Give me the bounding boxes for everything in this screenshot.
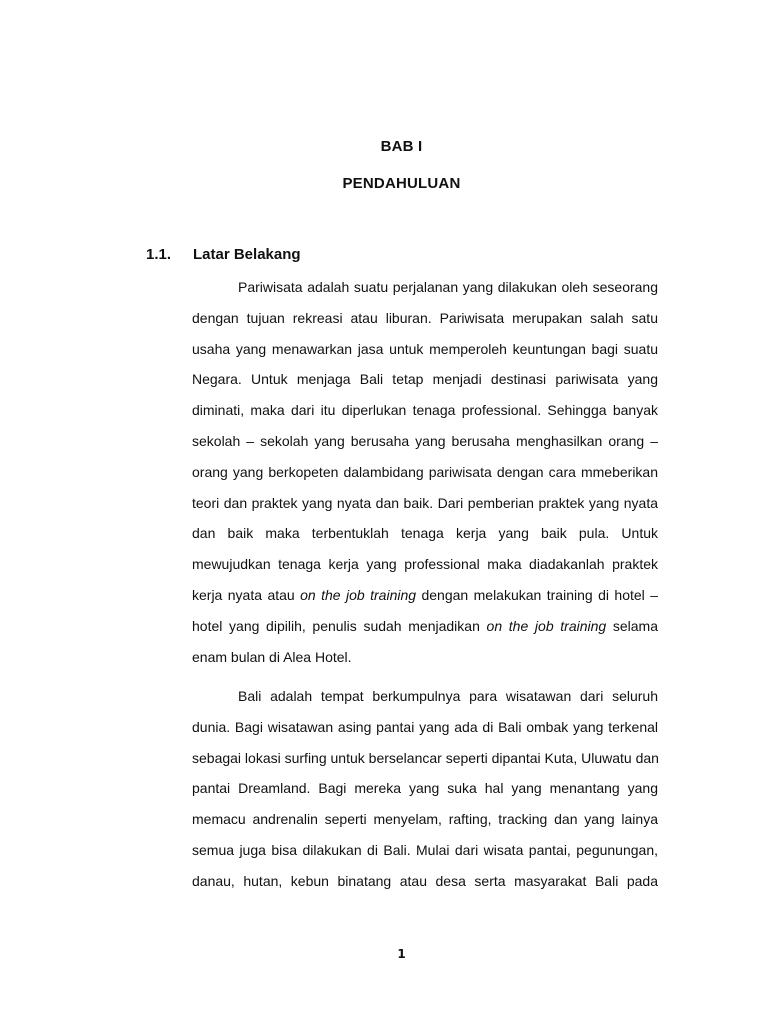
italic-term: on the job training xyxy=(300,586,417,603)
paragraph-line: dan baik maka terbentuklah tenaga kerja yang baik pula. Untuk xyxy=(192,525,658,542)
paragraph-line: hotel yang dipilih, penulis sudah menjadikan on the job training selama xyxy=(192,617,659,634)
section-heading xyxy=(146,246,301,263)
paragraph-line: kerja nyata atau on the job training dengan melakukan training di hotel – xyxy=(192,586,658,603)
paragraph-line: memacu andrenalin seperti menyelam, rafting, tracking dan yang lainya xyxy=(192,811,658,828)
section-title: Latar Belakang xyxy=(193,246,301,263)
paragraph-line: mewujudkan tenaga kerja yang professional maka diadakanlah praktek xyxy=(192,556,658,573)
paragraph-line: diminati, maka dari itu diperlukan tenaga professional. Sehingga banyak xyxy=(192,402,658,419)
paragraph-line: teori dan praktek yang nyata dan baik. Dari pemberian praktek yang nyata xyxy=(192,494,658,511)
paragraph-line: pantai Dreamland. Bagi mereka yang suka hal yang menantang yang xyxy=(192,780,658,797)
paragraph-line: Negara. Untuk menjaga Bali tetap menjadi destinasi pariwisata yang xyxy=(192,371,658,388)
paragraph-line: sekolah – sekolah yang berusaha yang berusaha menghasilkan orang – xyxy=(192,432,658,449)
paragraph-line: orang yang berkopeten dalambidang pariwisata dengan cara mmeberikan xyxy=(192,463,658,480)
paragraph-line: dengan tujuan rekreasi atau liburan. Pariwisata merupakan salah satu xyxy=(192,309,658,326)
paragraph-line: danau, hutan, kebun binatang atau desa serta masyarakat Bali pada xyxy=(192,872,658,889)
paragraph-1 xyxy=(192,272,658,672)
page-number: 1 xyxy=(397,947,406,961)
italic-term: on the job training xyxy=(486,617,607,634)
paragraph-2 xyxy=(192,681,658,897)
paragraph-line: enam bulan di Alea Hotel. xyxy=(192,648,352,665)
paragraph-line: semua juga bisa dilakukan di Bali. Mulai dari wisata pantai, pegunungan, xyxy=(192,841,658,858)
chapter-number: BAB I xyxy=(380,138,423,155)
paragraph-line: Bali adalah tempat berkumpulnya para wisatawan dari seluruh xyxy=(238,688,658,704)
paragraph-line: usaha yang menawarkan jasa untuk memperoleh keuntungan bagi suatu xyxy=(192,340,658,357)
paragraph-line: sebagai lokasi surfing untuk berselancar seperti dipantai Kuta, Uluwatu dan xyxy=(192,749,659,766)
chapter-title: PENDAHULUAN xyxy=(342,175,461,192)
paragraph-line: dunia. Bagi wisatawan asing pantai yang ada di Bali ombak yang terkenal xyxy=(192,718,658,735)
paragraph-line: Pariwisata adalah suatu perjalanan yang dilakukan oleh seseorang xyxy=(238,279,658,295)
section-number: 1.1. xyxy=(146,246,172,263)
